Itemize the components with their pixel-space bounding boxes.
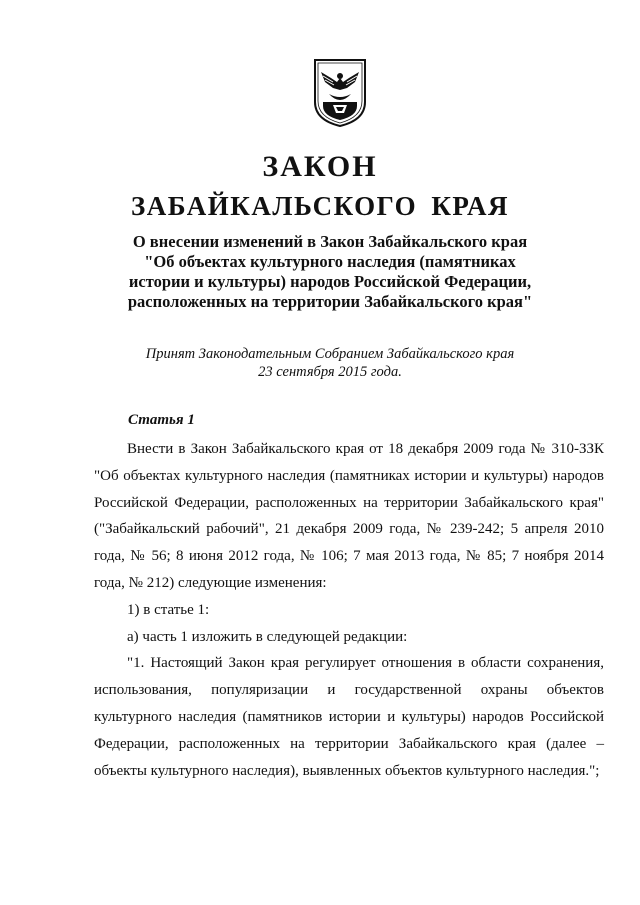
article-paragraph: 1) в статье 1: — [127, 601, 210, 618]
coat-of-arms-icon — [313, 58, 367, 128]
law-subtitle — [80, 232, 580, 312]
document-region-title: ЗАБАЙКАЛЬСКОГО КРАЯ — [131, 191, 509, 221]
subtitle-line: О внесении изменений в Закон Забайкальского края — [132, 232, 528, 251]
document-title: ЗАКОН — [262, 150, 378, 183]
adoption-note — [80, 345, 580, 381]
article-heading: Статья 1 — [128, 412, 195, 428]
article-paragraph: "1. Настоящий Закон края регулирует отношения в области сохранения, использования, популяризации и государственной охраны объектов культурного наследия (памятников истории и культуры) народов Российской Федерации, расположенных на территории Забайкальского края (далее – объекты культурного наследия), выявленных объектов культурного наследия."; — [94, 655, 604, 779]
article-paragraph: а) часть 1 изложить в следующей редакции: — [127, 628, 408, 645]
subtitle-line: расположенных на территории Забайкальского края" — [127, 292, 533, 311]
subtitle-line: истории и культуры) народов Российской Федерации, — [128, 272, 532, 291]
article-body — [94, 436, 604, 784]
adoption-body: Принят Законодательным Собранием Забайкальского края — [145, 346, 515, 362]
article-paragraph: Внести в Закон Забайкальского края от 18 декабря 2009 года № 310-ЗЗК "Об объектах культурного наследия (памятниках истории и культуры) народов Российской Федерации, расположенных на территории Забайкальского края" ("Забайкальский рабочий", 21 декабря 2009 года, № 239-242; 5 апреля 2010 года, № 56; 8 июня 2012 года, № 106; 7 мая 2013 года, № 85; 7 ноября 2014 года, № 212) следующие изменения: — [94, 441, 604, 591]
subtitle-line: "Об объектах культурного наследия (памятниках — [144, 252, 516, 271]
adoption-date: 23 сентября 2015 года. — [258, 364, 402, 380]
